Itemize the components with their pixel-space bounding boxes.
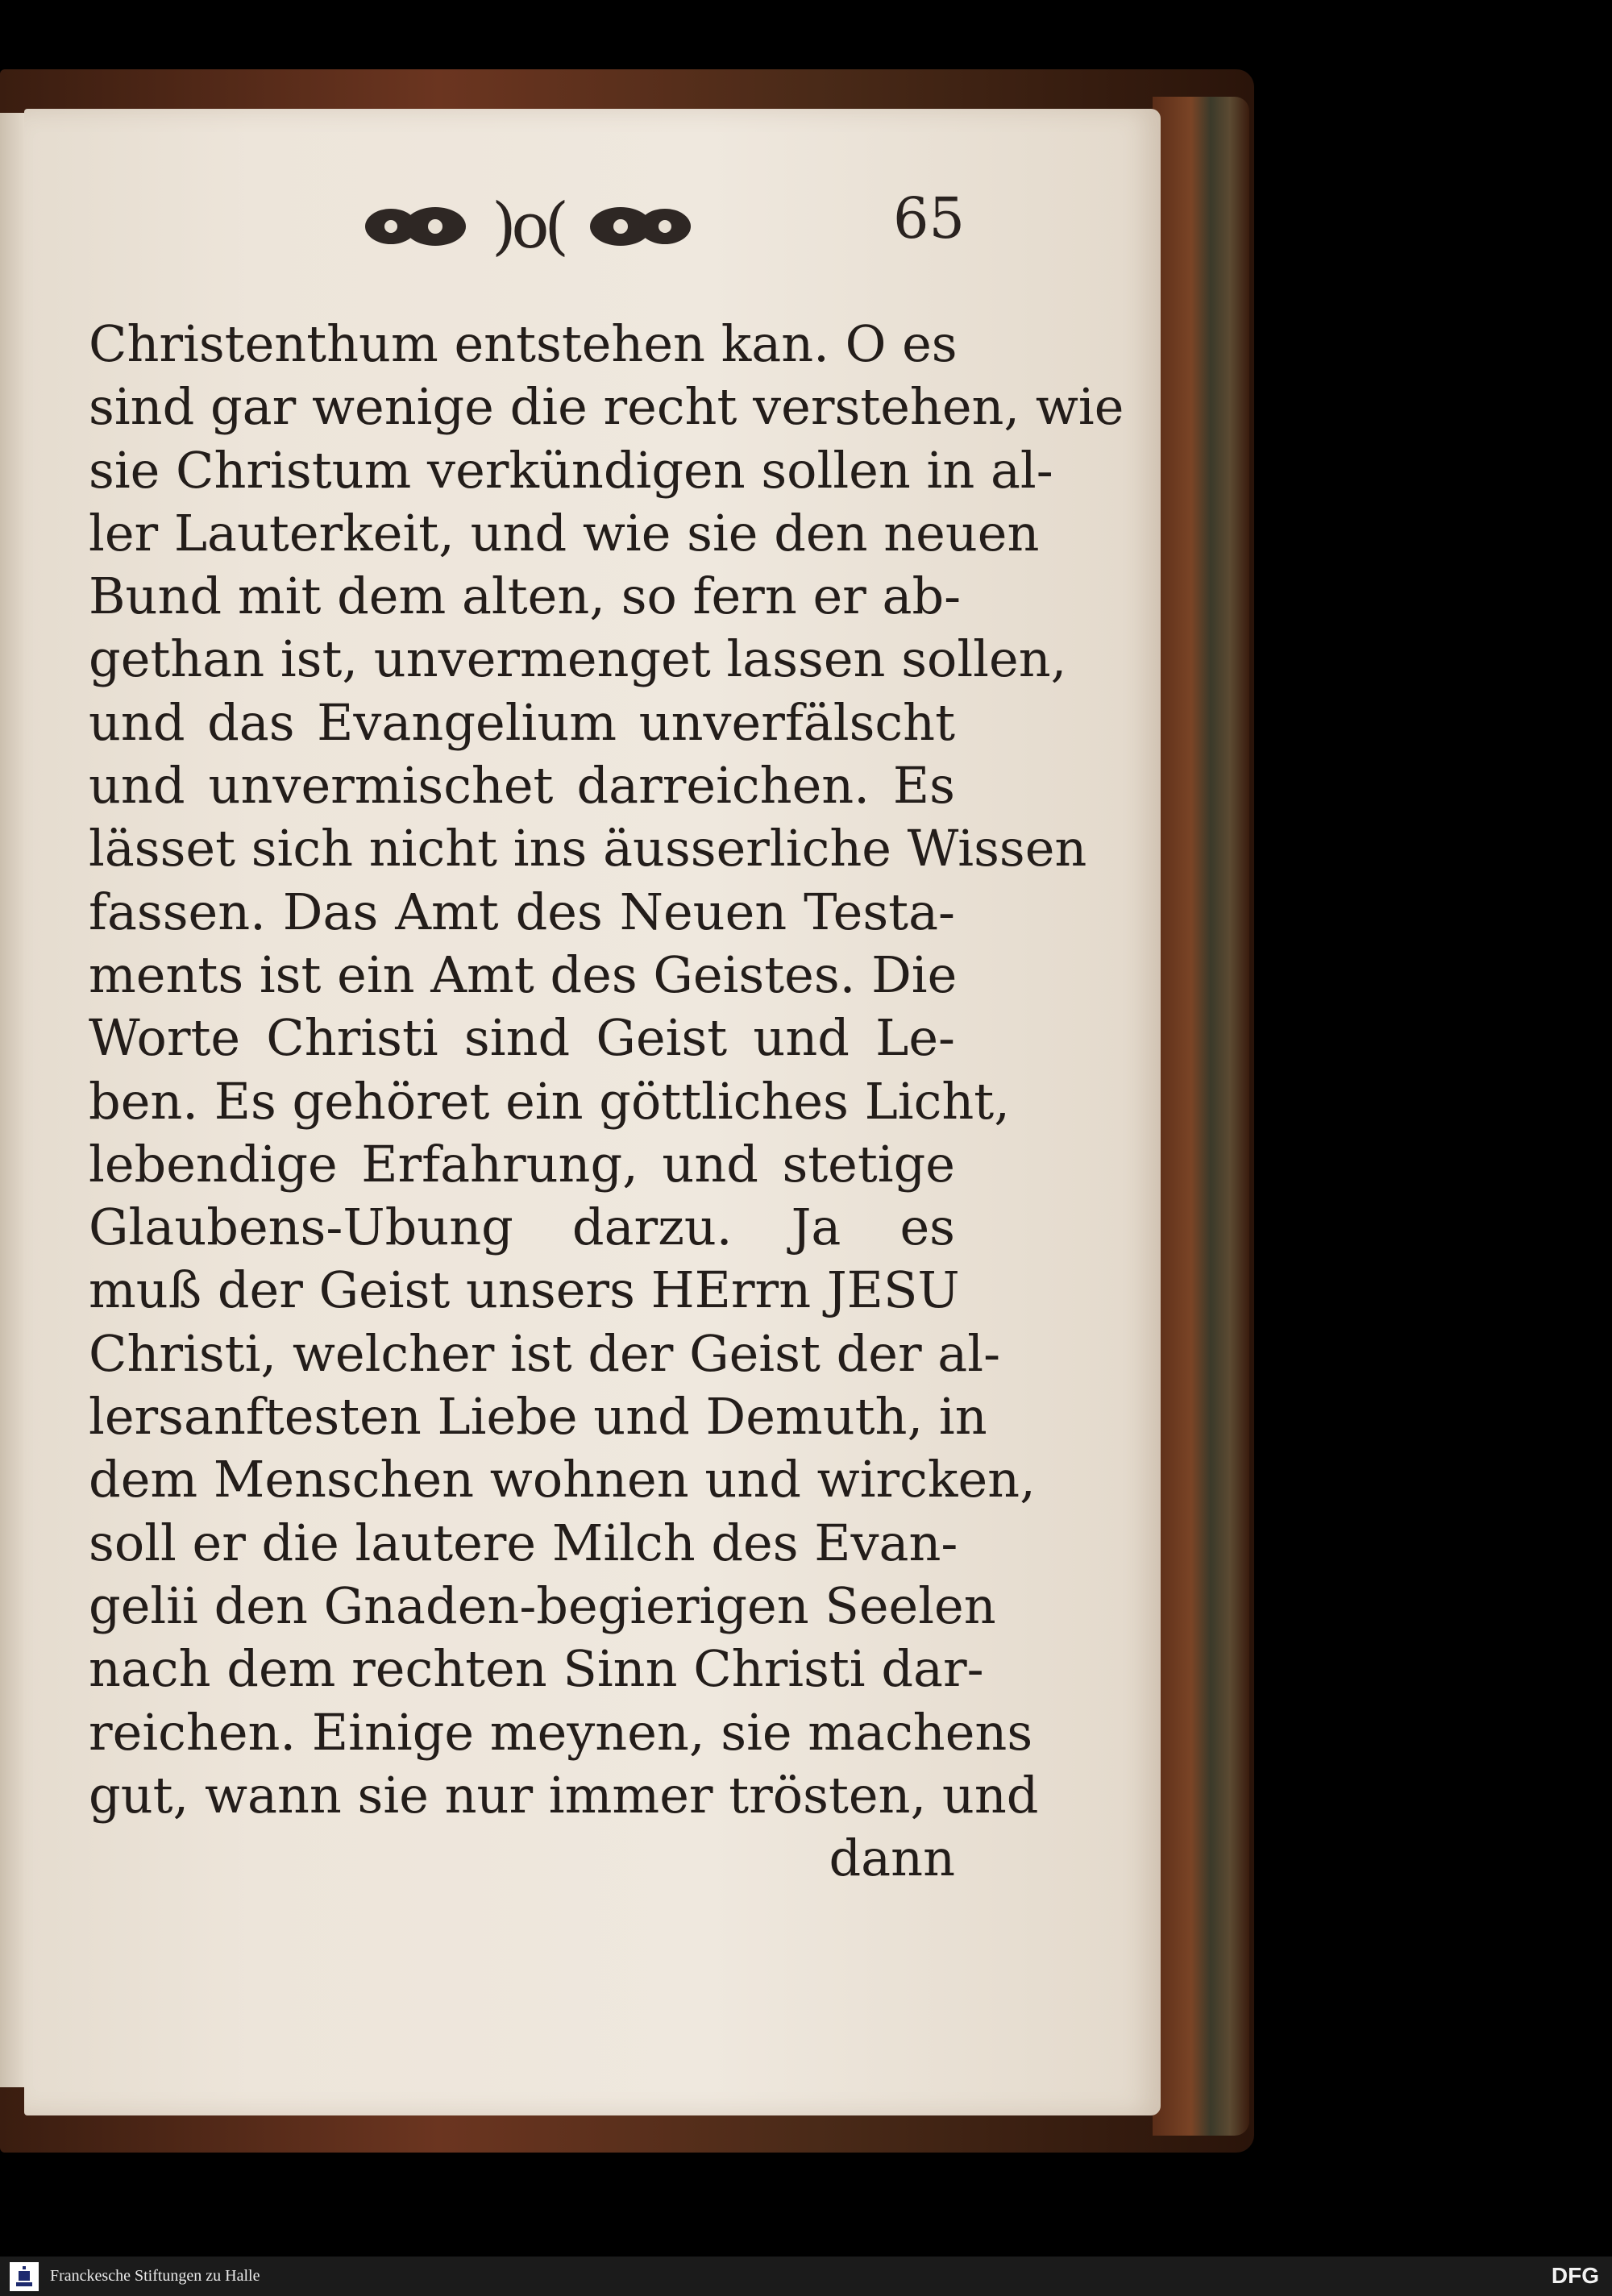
- text-line: soll er die lautere Milch des Evan-: [89, 1513, 958, 1572]
- text-line: lersanftesten Liebe und Demuth, in: [89, 1387, 987, 1447]
- text-line: fassen. Das Amt des Neuen Testa-: [89, 882, 955, 941]
- footer-bar: [0, 2257, 1612, 2296]
- book-spine-edge: [1153, 97, 1249, 2136]
- text-line: ments ist ein Amt des Geistes. Die: [89, 945, 958, 1004]
- text-line: sie Christum verkündigen sollen in al-: [89, 440, 1053, 500]
- body-text: [89, 313, 1124, 1890]
- text-line: gelii den Gnaden-begierigen Seelen: [89, 1576, 996, 1635]
- right-ornament-icon: [576, 198, 697, 255]
- dfg-logo: DFG: [1551, 2263, 1599, 2288]
- credit-text: Franckesche Stiftungen zu Halle: [50, 2267, 260, 2285]
- text-line: lebendige Erfahrung, und stetige: [89, 1134, 955, 1194]
- text-line: Christenthum entstehen kan. O es: [89, 314, 958, 373]
- text-line: nach dem rechten Sinn Christi dar-: [89, 1639, 984, 1699]
- left-ornament-icon: [359, 198, 480, 255]
- institution-logo-icon: [10, 2262, 39, 2291]
- text-line: reichen. Einige meynen, sie machens: [89, 1702, 1033, 1762]
- catchword: dann: [829, 1829, 955, 1888]
- text-line: sind gar wenige die recht verstehen, wie: [89, 377, 1124, 437]
- page-number: 65: [893, 185, 966, 251]
- text-line: ler Lauterkeit, und wie sie den neuen: [89, 503, 1040, 563]
- text-line: lässet sich nicht ins äusserliche Wissen: [89, 819, 1087, 878]
- header-mark: )o(: [492, 190, 564, 263]
- text-line: Worte Christi sind Geist und Le-: [89, 1008, 955, 1068]
- text-line: muß der Geist unsers HErrn JESU: [89, 1260, 960, 1320]
- text-line: Glaubens-Ubung darzu. Ja es: [89, 1198, 955, 1257]
- text-line: und unvermischet darreichen. Es: [89, 756, 955, 816]
- text-line: gethan ist, unvermenget lassen sollen,: [89, 629, 1067, 689]
- text-line: ben. Es gehöret ein göttliches Licht,: [89, 1071, 1010, 1131]
- text-line: dem Menschen wohnen und wircken,: [89, 1450, 1036, 1509]
- page-header: [359, 189, 697, 264]
- text-line: Bund mit dem alten, so fern er ab-: [89, 567, 962, 626]
- text-line: und das Evangelium unverfälscht: [89, 692, 955, 752]
- text-line: Christi, welcher ist der Geist der al-: [89, 1323, 1001, 1383]
- text-line: gut, wann sie nur immer trösten, und: [89, 1765, 1039, 1825]
